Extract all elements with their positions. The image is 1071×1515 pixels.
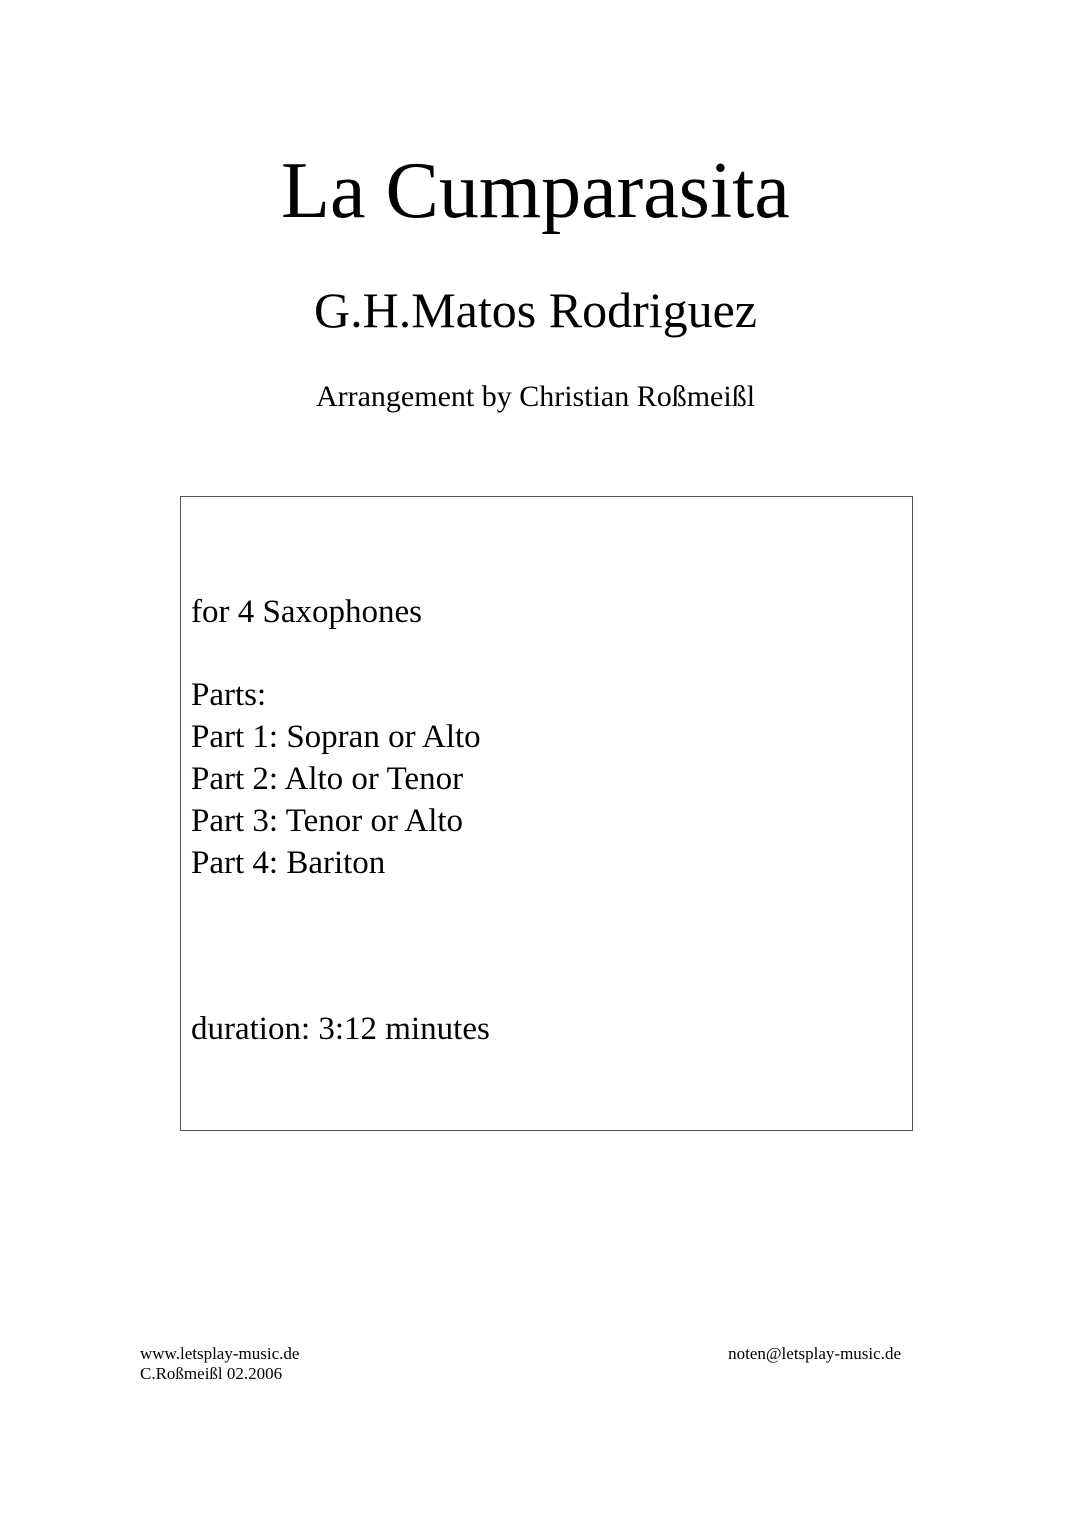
duration-text: duration: 3:12 minutes (191, 1011, 490, 1047)
parts-heading: Parts: (191, 677, 267, 713)
footer-right (728, 1344, 901, 1364)
part-item: Part 4: Bariton (191, 845, 386, 881)
page-title: La Cumparasita (281, 147, 790, 235)
part-item: Part 1: Sopran or Alto (191, 719, 481, 755)
arranger-credit: Arrangement by Christian Roßmeißl (315, 380, 756, 413)
email-link[interactable]: noten@letsplay-music.de (728, 1344, 901, 1363)
footer-left (140, 1344, 299, 1384)
part-item: Part 2: Alto or Tenor (191, 761, 464, 797)
info-box (180, 496, 913, 1131)
copyright-text: C.Roßmeißl 02.2006 (140, 1364, 283, 1383)
instrumentation-text: for 4 Saxophones (191, 594, 422, 630)
website-link[interactable]: www.letsplay-music.de (140, 1344, 300, 1363)
part-item: Part 3: Tenor or Alto (191, 803, 464, 839)
composer-name: G.H.Matos Rodriguez (314, 282, 757, 338)
